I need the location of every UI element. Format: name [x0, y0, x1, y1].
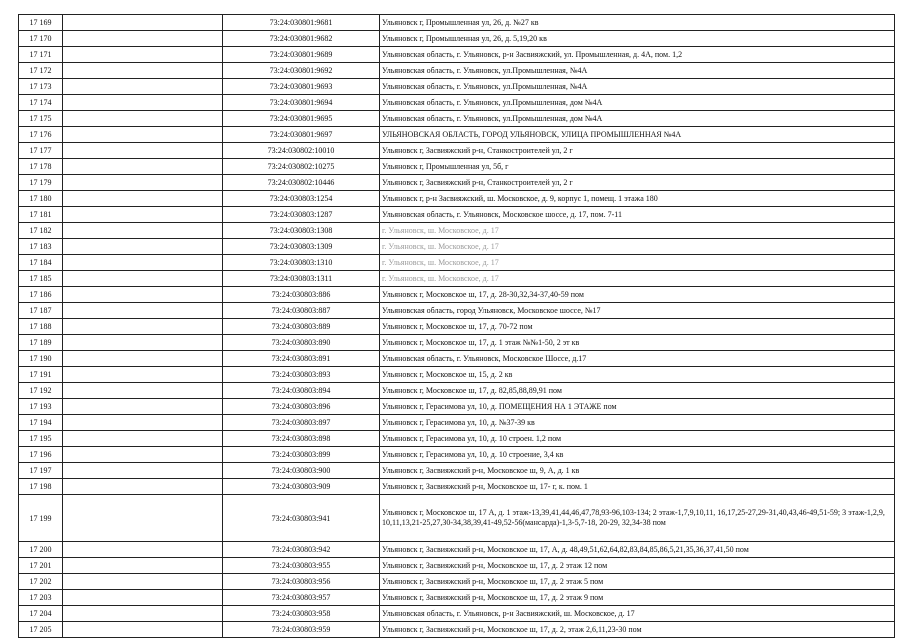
- address-cell: [380, 351, 895, 367]
- empty-cell: [63, 63, 223, 79]
- empty-cell: [63, 319, 223, 335]
- address-text: Ульяновск г, Московское ш, 17, д. 70-72 пом: [382, 322, 533, 331]
- table-row: [19, 191, 895, 207]
- address-cell: [380, 542, 895, 558]
- table-row: [19, 367, 895, 383]
- row-number-cell: 17 181: [19, 207, 63, 223]
- empty-cell: [63, 191, 223, 207]
- table-row: [19, 606, 895, 622]
- address-text: УЛЬЯНОВСКАЯ ОБЛАСТЬ, ГОРОД УЛЬЯНОВСК, УЛИЦА ПРОМЫШЛЕННАЯ №4А: [382, 130, 682, 139]
- cadastral-number-cell: 73:24:030803:955: [223, 558, 380, 574]
- address-cell: [380, 447, 895, 463]
- row-number-cell: 17 194: [19, 415, 63, 431]
- table-row: [19, 239, 895, 255]
- row-number-cell: 17 198: [19, 479, 63, 495]
- row-number-cell: 17 196: [19, 447, 63, 463]
- address-cell: [380, 95, 895, 111]
- table-row: [19, 495, 895, 542]
- empty-cell: [63, 479, 223, 495]
- empty-cell: [63, 207, 223, 223]
- table-row: [19, 207, 895, 223]
- empty-cell: [63, 111, 223, 127]
- table-row: [19, 223, 895, 239]
- address-cell: [380, 223, 895, 239]
- empty-cell: [63, 303, 223, 319]
- address-cell: [380, 606, 895, 622]
- empty-cell: [63, 127, 223, 143]
- row-number-cell: 17 171: [19, 47, 63, 63]
- row-number-cell: 17 183: [19, 239, 63, 255]
- cadastral-number-cell: 73:24:030803:898: [223, 431, 380, 447]
- row-number-cell: 17 197: [19, 463, 63, 479]
- empty-cell: [63, 606, 223, 622]
- table-row: [19, 15, 895, 31]
- address-text: Ульяновск г, Герасимова ул, 10, д. №37-39 кв: [382, 418, 535, 427]
- table-row: [19, 255, 895, 271]
- address-text: Ульяновск г, Московское ш, 15, д. 2 кв: [382, 370, 513, 379]
- address-text: Ульяновск г, Засвияжский р-н, Московское ш, 17, д. 2 этаж 9 пом: [382, 593, 604, 602]
- cadastral-number-cell: 73:24:030801:9695: [223, 111, 380, 127]
- address-text: Ульяновск г, Герасимова ул, 10, д. ПОМЕЩЕНИЯ НА 1 ЭТАЖЕ пом: [382, 402, 617, 411]
- cadastral-number-cell: 73:24:030802:10010: [223, 143, 380, 159]
- cadastral-number-cell: 73:24:030803:890: [223, 335, 380, 351]
- table-row: [19, 383, 895, 399]
- address-text: г. Ульяновск, ш. Московское, д. 17: [382, 226, 499, 235]
- cadastral-number-cell: 73:24:030803:941: [223, 495, 380, 542]
- empty-cell: [63, 159, 223, 175]
- row-number-cell: 17 186: [19, 287, 63, 303]
- address-cell: [380, 159, 895, 175]
- cadastral-number-cell: 73:24:030803:899: [223, 447, 380, 463]
- table-row: [19, 574, 895, 590]
- row-number-cell: 17 199: [19, 495, 63, 542]
- address-cell: [380, 63, 895, 79]
- address-text: Ульяновск г, Московское ш, 17, д. 82,85,88,89,91 пом: [382, 386, 562, 395]
- cadastral-registry-table: [18, 14, 895, 638]
- empty-cell: [63, 15, 223, 31]
- row-number-cell: 17 182: [19, 223, 63, 239]
- address-text: г. Ульяновск, ш. Московское, д. 17: [382, 274, 499, 283]
- address-cell: [380, 175, 895, 191]
- table-row: [19, 287, 895, 303]
- cadastral-number-cell: 73:24:030803:897: [223, 415, 380, 431]
- address-cell: [380, 383, 895, 399]
- address-text: Ульяновск г, Промышленная ул, 26, д. №27 кв: [382, 18, 539, 27]
- cadastral-number-cell: 73:24:030801:9697: [223, 127, 380, 143]
- address-cell: [380, 255, 895, 271]
- address-cell: [380, 399, 895, 415]
- address-cell: [380, 79, 895, 95]
- empty-cell: [63, 590, 223, 606]
- row-number-cell: 17 185: [19, 271, 63, 287]
- cadastral-number-cell: 73:24:030801:9681: [223, 15, 380, 31]
- cadastral-number-cell: 73:24:030803:891: [223, 351, 380, 367]
- empty-cell: [63, 399, 223, 415]
- row-number-cell: 17 180: [19, 191, 63, 207]
- address-text: Ульяновск г, Промышленная ул, 26, д. 5,19,20 кв: [382, 34, 547, 43]
- row-number-cell: 17 200: [19, 542, 63, 558]
- cadastral-number-cell: 73:24:030801:9682: [223, 31, 380, 47]
- empty-cell: [63, 431, 223, 447]
- empty-cell: [63, 271, 223, 287]
- table-row: [19, 399, 895, 415]
- empty-cell: [63, 383, 223, 399]
- row-number-cell: 17 179: [19, 175, 63, 191]
- address-cell: [380, 415, 895, 431]
- cadastral-number-cell: 73:24:030803:959: [223, 622, 380, 638]
- address-cell: [380, 558, 895, 574]
- table-row: [19, 127, 895, 143]
- address-text: Ульяновск г, Герасимова ул, 10, д. 10 строен. 1,2 пом: [382, 434, 562, 443]
- row-number-cell: 17 205: [19, 622, 63, 638]
- address-text: г. Ульяновск, ш. Московское, д. 17: [382, 258, 499, 267]
- registry-table-body: [19, 15, 895, 638]
- empty-cell: [63, 351, 223, 367]
- empty-cell: [63, 542, 223, 558]
- empty-cell: [63, 367, 223, 383]
- address-text: Ульяновск г, р-н Засвияжский, ш. Московское, д. 9, корпус 1, помещ. 1 этажа 180: [382, 194, 658, 203]
- address-cell: [380, 431, 895, 447]
- cadastral-number-cell: 73:24:030803:886: [223, 287, 380, 303]
- address-cell: [380, 127, 895, 143]
- row-number-cell: 17 187: [19, 303, 63, 319]
- cadastral-number-cell: 73:24:030803:958: [223, 606, 380, 622]
- empty-cell: [63, 31, 223, 47]
- address-cell: [380, 479, 895, 495]
- address-cell: [380, 15, 895, 31]
- address-text: Ульяновск г, Засвияжский р-н, Московское ш, 9, А, д. 1 кв: [382, 466, 580, 475]
- row-number-cell: 17 189: [19, 335, 63, 351]
- table-row: [19, 159, 895, 175]
- address-cell: [380, 335, 895, 351]
- row-number-cell: 17 172: [19, 63, 63, 79]
- address-cell: [380, 319, 895, 335]
- table-row: [19, 143, 895, 159]
- address-cell: [380, 367, 895, 383]
- cadastral-number-cell: 73:24:030803:896: [223, 399, 380, 415]
- address-text: Ульяновск г, Московское ш, 17 А, д. 1 этаж-13,39,41,44,46,47,78,93-96,103-134; 2 этаж-1,7,9,10,11, 16,17,25-27,29-31,40,43,46-49,51-59; 3 этаж-1,2,9, 10,11,13,21-25,27,30-34,38,39,41-49,52-56(мансарда)-1,3-5,7-18, 20-29, 32,34-38 пом: [382, 508, 885, 527]
- cadastral-number-cell: 73:24:030802:10275: [223, 159, 380, 175]
- address-text: Ульяновская область, г. Ульяновск, р-н Засвияжский, ш. Московское, д. 17: [382, 609, 635, 618]
- address-cell: [380, 287, 895, 303]
- empty-cell: [63, 143, 223, 159]
- address-text: Ульяновская область, г. Ульяновск, ул.Промышленная, №4А: [382, 66, 588, 75]
- row-number-cell: 17 173: [19, 79, 63, 95]
- row-number-cell: 17 195: [19, 431, 63, 447]
- address-cell: [380, 463, 895, 479]
- address-cell: [380, 239, 895, 255]
- address-cell: [380, 622, 895, 638]
- address-cell: [380, 47, 895, 63]
- address-text: Ульяновская область, г. Ульяновск, Московское Шоссе, д.17: [382, 354, 587, 363]
- cadastral-number-cell: 73:24:030801:9694: [223, 95, 380, 111]
- table-row: [19, 335, 895, 351]
- address-text: Ульяновск г, Засвияжский р-н, Московское ш, 17, д. 2 этаж 5 пом: [382, 577, 604, 586]
- address-cell: [380, 590, 895, 606]
- row-number-cell: 17 177: [19, 143, 63, 159]
- document-page: [18, 14, 894, 638]
- row-number-cell: 17 193: [19, 399, 63, 415]
- address-text: Ульяновская область, г. Ульяновск, ул.Промышленная, №4А: [382, 82, 588, 91]
- cadastral-number-cell: 73:24:030803:893: [223, 367, 380, 383]
- empty-cell: [63, 175, 223, 191]
- row-number-cell: 17 170: [19, 31, 63, 47]
- cadastral-number-cell: 73:24:030803:1311: [223, 271, 380, 287]
- address-cell: [380, 495, 895, 542]
- table-row: [19, 415, 895, 431]
- cadastral-number-cell: 73:24:030803:900: [223, 463, 380, 479]
- address-text: Ульяновская область, г. Ульяновск, р-н Засвияжский, ул. Промышленная, д. 4А, пом. 1,2: [382, 50, 683, 59]
- cadastral-number-cell: 73:24:030803:909: [223, 479, 380, 495]
- address-text: Ульяновск г, Засвияжский р-н, Московское ш, 17, д. 2 этаж 12 пом: [382, 561, 608, 570]
- row-number-cell: 17 203: [19, 590, 63, 606]
- row-number-cell: 17 201: [19, 558, 63, 574]
- empty-cell: [63, 622, 223, 638]
- row-number-cell: 17 190: [19, 351, 63, 367]
- address-cell: [380, 143, 895, 159]
- address-text: Ульяновск г, Засвияжский р-н, Московское ш, 17, д. 2, этаж 2,6,11,23-30 пом: [382, 625, 642, 634]
- address-text: Ульяновск г, Засвияжский р-н, Московское ш, 17, А, д. 48,49,51,62,64,82,83,84,85,86,5,21,35,36,37,41,50 пом: [382, 545, 749, 554]
- address-cell: [380, 111, 895, 127]
- table-row: [19, 95, 895, 111]
- cadastral-number-cell: 73:24:030801:9692: [223, 63, 380, 79]
- address-text: Ульяновск г, Промышленная ул, 5б, г: [382, 162, 509, 171]
- empty-cell: [63, 463, 223, 479]
- table-row: [19, 175, 895, 191]
- address-text: г. Ульяновск, ш. Московское, д. 17: [382, 242, 499, 251]
- address-cell: [380, 303, 895, 319]
- empty-cell: [63, 255, 223, 271]
- address-cell: [380, 271, 895, 287]
- table-row: [19, 319, 895, 335]
- cadastral-number-cell: 73:24:030801:9689: [223, 47, 380, 63]
- empty-cell: [63, 495, 223, 542]
- row-number-cell: 17 191: [19, 367, 63, 383]
- cadastral-number-cell: 73:24:030803:956: [223, 574, 380, 590]
- row-number-cell: 17 204: [19, 606, 63, 622]
- cadastral-number-cell: 73:24:030803:942: [223, 542, 380, 558]
- address-cell: [380, 207, 895, 223]
- table-row: [19, 542, 895, 558]
- table-row: [19, 622, 895, 638]
- row-number-cell: 17 174: [19, 95, 63, 111]
- empty-cell: [63, 574, 223, 590]
- row-number-cell: 17 202: [19, 574, 63, 590]
- row-number-cell: 17 184: [19, 255, 63, 271]
- table-row: [19, 558, 895, 574]
- address-text: Ульяновская область, г. Ульяновск, Московское шоссе, д. 17, пом. 7-11: [382, 210, 622, 219]
- cadastral-number-cell: 73:24:030803:1287: [223, 207, 380, 223]
- address-text: Ульяновск г, Московское ш, 17, д. 1 этаж №№1-50, 2 эт кв: [382, 338, 580, 347]
- empty-cell: [63, 287, 223, 303]
- empty-cell: [63, 558, 223, 574]
- empty-cell: [63, 239, 223, 255]
- table-row: [19, 463, 895, 479]
- address-cell: [380, 574, 895, 590]
- empty-cell: [63, 335, 223, 351]
- table-row: [19, 111, 895, 127]
- cadastral-number-cell: 73:24:030803:1254: [223, 191, 380, 207]
- table-row: [19, 479, 895, 495]
- cadastral-number-cell: 73:24:030803:1310: [223, 255, 380, 271]
- empty-cell: [63, 79, 223, 95]
- address-text: Ульяновск г, Московское ш, 17, д. 28-30,32,34-37,40-59 пом: [382, 290, 584, 299]
- address-text: Ульяновская область, город Ульяновск, Московское шоссе, №17: [382, 306, 601, 315]
- address-text: Ульяновск г, Засвияжский р-н, Станкостроителей ул, 2 г: [382, 178, 573, 187]
- table-row: [19, 31, 895, 47]
- cadastral-number-cell: 73:24:030803:1309: [223, 239, 380, 255]
- row-number-cell: 17 188: [19, 319, 63, 335]
- row-number-cell: 17 192: [19, 383, 63, 399]
- cadastral-number-cell: 73:24:030803:957: [223, 590, 380, 606]
- row-number-cell: 17 175: [19, 111, 63, 127]
- row-number-cell: 17 169: [19, 15, 63, 31]
- empty-cell: [63, 447, 223, 463]
- address-text: Ульяновская область, г. Ульяновск, ул.Промышленная, дом №4А: [382, 98, 603, 107]
- cadastral-number-cell: 73:24:030803:887: [223, 303, 380, 319]
- empty-cell: [63, 47, 223, 63]
- cadastral-number-cell: 73:24:030803:894: [223, 383, 380, 399]
- address-text: Ульяновск г, Засвияжский р-н, Московское ш, 17- г, к. пом. 1: [382, 482, 588, 491]
- empty-cell: [63, 95, 223, 111]
- address-cell: [380, 191, 895, 207]
- table-row: [19, 79, 895, 95]
- table-row: [19, 47, 895, 63]
- table-row: [19, 590, 895, 606]
- table-row: [19, 447, 895, 463]
- cadastral-number-cell: 73:24:030803:1308: [223, 223, 380, 239]
- empty-cell: [63, 415, 223, 431]
- table-row: [19, 303, 895, 319]
- table-row: [19, 63, 895, 79]
- table-row: [19, 431, 895, 447]
- row-number-cell: 17 178: [19, 159, 63, 175]
- address-text: Ульяновск г, Засвияжский р-н, Станкостроителей ул, 2 г: [382, 146, 573, 155]
- row-number-cell: 17 176: [19, 127, 63, 143]
- cadastral-number-cell: 73:24:030803:889: [223, 319, 380, 335]
- table-row: [19, 271, 895, 287]
- cadastral-number-cell: 73:24:030801:9693: [223, 79, 380, 95]
- table-row: [19, 351, 895, 367]
- address-text: Ульяновск г, Герасимова ул, 10, д. 10 строение, 3,4 кв: [382, 450, 564, 459]
- address-text: Ульяновская область, г. Ульяновск, ул.Промышленная, дом №4А: [382, 114, 603, 123]
- empty-cell: [63, 223, 223, 239]
- address-cell: [380, 31, 895, 47]
- cadastral-number-cell: 73:24:030802:10446: [223, 175, 380, 191]
